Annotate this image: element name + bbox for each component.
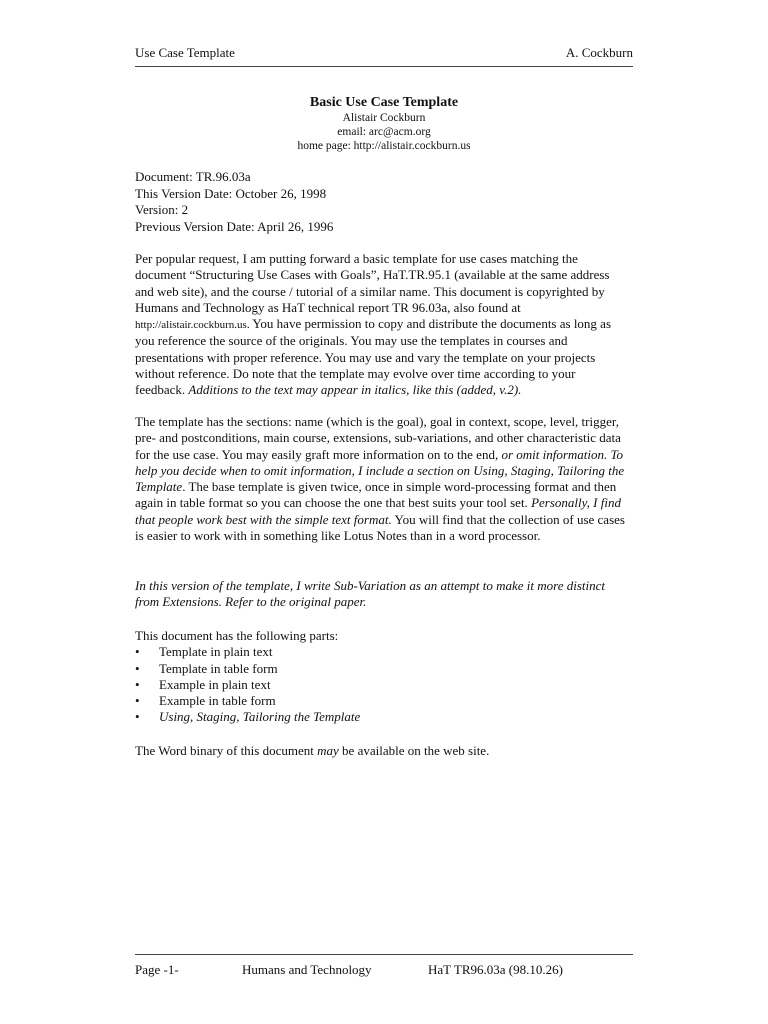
parts-intro: This document has the following parts:: [135, 628, 339, 643]
list-item: [135, 693, 625, 709]
parts-section: [135, 628, 625, 726]
version-note-italic: In this version of the template, I write Sub-Variation as an attempt to make it more distinct from Extensions. Refer to the original paper.: [135, 578, 605, 610]
list-item-text: Example in plain text: [159, 676, 271, 692]
sections-italic-2: Personally, I find that people work best with the simple text format.: [135, 495, 621, 527]
footer-page-number: Page -1-: [135, 962, 179, 977]
sections-text-2: . The base template is given twice, once in simple word-processing format and then again in table format so you can choose the one that best suits your tool set.: [135, 479, 617, 511]
intro-text-2: You have permission to copy and distribute the documents as long as you reference the source of the originals. You may use the templates in courses and presentations with proper reference. You may use and vary the template on your projects without reference. Do note that the template may evolve over time according to your feedback.: [135, 316, 612, 398]
sections-paragraph: [135, 414, 625, 544]
parts-list: [135, 644, 625, 725]
document-id: Document: TR.96.03a: [135, 169, 251, 184]
header-right: A. Cockburn: [565, 45, 633, 60]
intro-text-1: Per popular request, I am putting forward a basic template for use cases matching the document “Structuring Use Cases with Goals”, HaT.TR.95.1 (available at the same address and web site), and the course / tutorial of a similar name. This document is copyrighted by Humans and Technology as HaT technical report TR 96.03a, also found at: [135, 251, 610, 315]
list-item: [135, 709, 625, 725]
list-item: [135, 644, 625, 660]
header-rule: [135, 66, 633, 67]
header-left: Use Case Template: [135, 45, 235, 60]
footer-organization: Humans and Technology: [242, 962, 372, 977]
author-name: Alistair Cockburn: [342, 112, 426, 124]
bullet-icon: •: [135, 660, 140, 676]
title-block: [135, 94, 633, 153]
bullet-icon: •: [135, 676, 140, 692]
version-date: This Version Date: October 26, 1998: [135, 185, 327, 201]
word-binary-paragraph: [135, 743, 625, 759]
author-homepage: home page: http://alistair.cockburn.us: [297, 140, 471, 152]
bullet-icon: •: [135, 709, 140, 725]
website-link[interactable]: http://alistair.cockburn.us.: [135, 319, 250, 332]
binary-text-2: be available on the web site.: [338, 743, 490, 758]
previous-version-date: Previous Version Date: April 26, 1996: [135, 218, 334, 234]
intro-italic-note: Additions to the text may appear in italics, like this (added, v.2).: [188, 382, 522, 398]
version-note-paragraph: [135, 578, 625, 611]
list-item: [135, 677, 625, 693]
running-header: [135, 45, 633, 61]
sections-italic-1: or omit information. To help you decide when to omit information, I include a section on Using, Staging, Tailoring the Template: [135, 446, 625, 495]
footer-rule: [135, 954, 633, 955]
document-metadata: [135, 169, 633, 235]
list-item-text-italic: Using, Staging, Tailoring the Template: [159, 709, 361, 725]
sections-text-3: You will find that the collection of use cases is easier to work with in something like Lotus Notes than in a word processor.: [135, 511, 625, 544]
list-item-text: Example in table form: [159, 693, 276, 709]
document-title: Basic Use Case Template: [309, 95, 459, 110]
list-item: [135, 661, 625, 677]
intro-paragraph: [135, 251, 625, 399]
binary-text-1: The Word binary of this document: [135, 743, 318, 758]
bullet-icon: •: [135, 644, 140, 660]
version-number: Version: 2: [135, 202, 189, 217]
bullet-icon: •: [135, 693, 140, 709]
footer-report-ref: HaT TR96.03a (98.10.26): [428, 962, 563, 977]
list-item-text: Template in plain text: [159, 644, 273, 660]
list-item-text: Template in table form: [159, 660, 278, 676]
sections-text-1: The template has the sections: name (which is the goal), goal in context, scope, level, trigger, pre- and postconditions, main course, extensions, sub-variations, and other characteristic data for the use case. You may easily graft more information on to the end,: [135, 414, 621, 462]
author-email: email: arc@acm.org: [337, 126, 431, 138]
binary-italic: may: [317, 743, 339, 758]
